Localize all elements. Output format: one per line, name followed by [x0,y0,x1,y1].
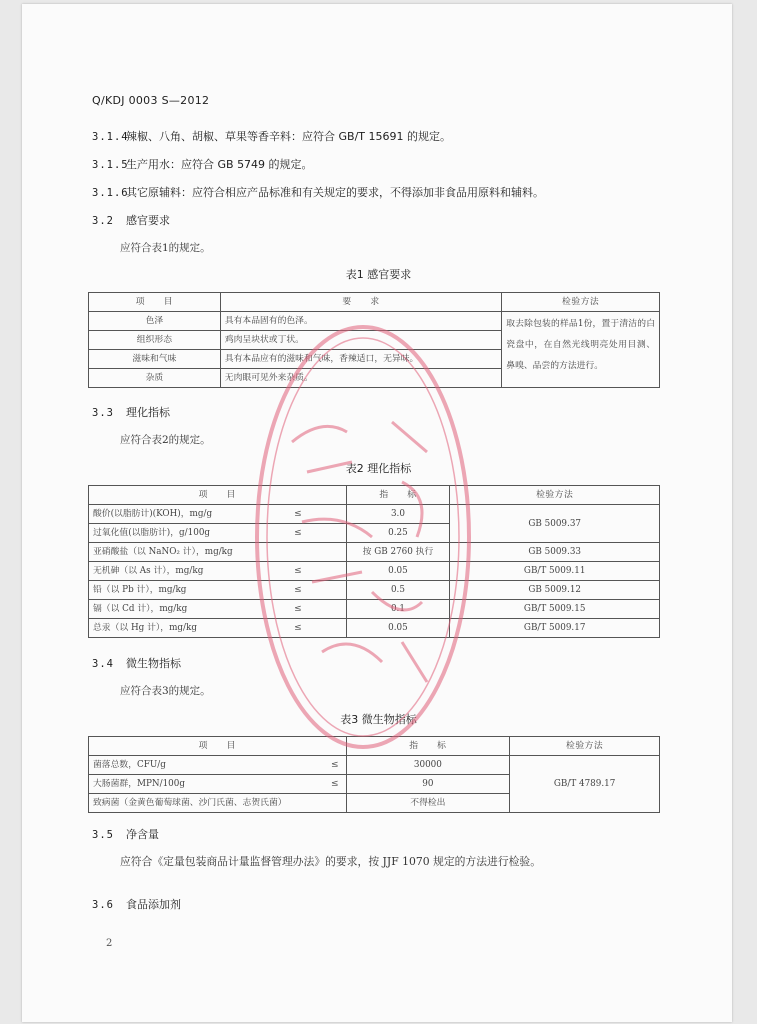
item-cell: 酸价(以脂肪计)(KOH)，mg/g [89,505,251,524]
table-row [89,619,660,638]
section-title: 微生物指标 [126,657,181,670]
table-header: 检验方法 [502,293,660,312]
requirement-cell: 鸡肉呈块状或丁状。 [220,331,501,350]
section-title: 食品添加剂 [126,898,181,911]
method-cell: GB/T 5009.17 [450,619,660,638]
operator-cell: ≤ [250,562,346,581]
value-cell: 0.25 [346,524,450,543]
operator-cell: ≤ [250,524,346,543]
table3-microbiological [88,736,660,813]
table-row [89,543,660,562]
clause-3-1-6 [92,184,544,200]
section-3-3-paragraph: 应符合表2的规定。 [120,434,211,446]
requirement-cell: 具有本品固有的色泽。 [220,312,501,331]
table-row [89,312,660,331]
value-cell: 0.05 [346,562,450,581]
operator-cell: ≤ [250,581,346,600]
item-cell: 大肠菌群，MPN/100g [89,775,325,794]
section-number: 3.3 [92,407,114,419]
table-header: 项 目 [89,737,347,756]
section-3-3-heading [92,404,170,420]
method-cell: GB 5009.12 [450,581,660,600]
item-cell: 滋味和气味 [89,350,221,369]
section-title: 净含量 [126,828,159,841]
operator-cell: ≤ [324,756,346,775]
item-cell: 致病菌（金黄色葡萄球菌、沙门氏菌、志贺氏菌） [89,794,347,813]
table2-physicochemical [88,485,660,638]
item-cell: 菌落总数，CFU/g [89,756,325,775]
section-number: 3.5 [92,829,114,841]
method-cell: GB/T 4789.17 [510,756,660,813]
item-cell: 无机砷（以 As 计），mg/kg [89,562,251,581]
clause-3-1-5 [92,156,313,172]
table-header: 检验方法 [450,486,660,505]
method-cell: GB/T 5009.11 [450,562,660,581]
table-header: 检验方法 [510,737,660,756]
item-cell: 杂质 [89,369,221,388]
section-title: 感官要求 [126,214,170,227]
table1-caption: 表1 感官要求 [345,268,412,281]
table-row [89,600,660,619]
clause-text: 其它原辅料：应符合相应产品标准和有关规定的要求，不得添加非食品用原料和辅料。 [126,186,544,199]
item-cell: 总汞（以 Hg 计），mg/kg [89,619,251,638]
value-cell: 90 [346,775,510,794]
value-cell: 按 GB 2760 执行 [346,543,450,562]
value-cell: 30000 [346,756,510,775]
table3-caption: 表3 微生物指标 [340,713,417,726]
operator-cell: ≤ [250,505,346,524]
table-row [89,756,660,775]
table-header: 项 目 [89,486,347,505]
requirement-cell: 无肉眼可见外来杂质。 [220,369,501,388]
table-header: 要 求 [220,293,501,312]
method-cell: 取去除包装的样品1份，置于清洁的白瓷盘中，在自然光线明亮处用目测、鼻嗅、品尝的方法进行。 [502,312,660,388]
method-cell: GB 5009.37 [450,505,660,543]
section-number: 3.2 [92,215,114,227]
clause-number: 3.1.5 [92,159,129,171]
operator-cell [250,543,346,562]
value-cell: 0.1 [346,600,450,619]
section-title: 理化指标 [126,406,170,419]
section-number: 3.4 [92,658,114,670]
page-number: 2 [106,938,113,949]
clause-number: 3.1.4 [92,131,129,143]
item-cell: 过氧化值(以脂肪计)，g/100g [89,524,251,543]
section-number: 3.6 [92,899,114,911]
table-row [89,505,660,524]
table-header: 指 标 [346,737,510,756]
method-cell: GB 5009.33 [450,543,660,562]
table1-sensory [88,292,660,388]
value-cell: 0.05 [346,619,450,638]
section-3-2-paragraph: 应符合表1的规定。 [120,242,211,254]
clause-text: 辣椒、八角、胡椒、草果等香辛料：应符合 GB/T 15691 的规定。 [126,130,451,143]
value-cell: 不得检出 [346,794,510,813]
item-cell: 组织形态 [89,331,221,350]
table-row [89,562,660,581]
item-cell: 镉（以 Cd 计），mg/kg [89,600,251,619]
section-3-5-heading [92,826,159,842]
standard-number: Q/KDJ 0003 S—2012 [92,94,210,107]
section-3-5-paragraph: 应符合《定量包装商品计量监督管理办法》的要求，按 JJF 1070 规定的方法进行检验。 [120,855,542,868]
table-header: 项 目 [89,293,221,312]
item-cell: 铅（以 Pb 计），mg/kg [89,581,251,600]
section-3-6-heading [92,896,181,912]
table-row [89,581,660,600]
method-cell: GB/T 5009.15 [450,600,660,619]
operator-cell: ≤ [250,600,346,619]
section-3-4-paragraph: 应符合表3的规定。 [120,685,211,697]
value-cell: 0.5 [346,581,450,600]
clause-number: 3.1.6 [92,187,129,199]
section-3-2-heading [92,212,170,228]
clause-text: 生产用水：应符合 GB 5749 的规定。 [126,158,313,171]
table-header: 指 标 [346,486,450,505]
value-cell: 3.0 [346,505,450,524]
operator-cell: ≤ [250,619,346,638]
operator-cell: ≤ [324,775,346,794]
clause-3-1-4 [92,128,451,144]
requirement-cell: 具有本品应有的滋味和气味，香辣适口，无异味。 [220,350,501,369]
item-cell: 亚硝酸盐（以 NaNO₂ 计），mg/kg [89,543,251,562]
table2-caption: 表2 理化指标 [345,462,412,475]
section-3-4-heading [92,655,181,671]
item-cell: 色泽 [89,312,221,331]
